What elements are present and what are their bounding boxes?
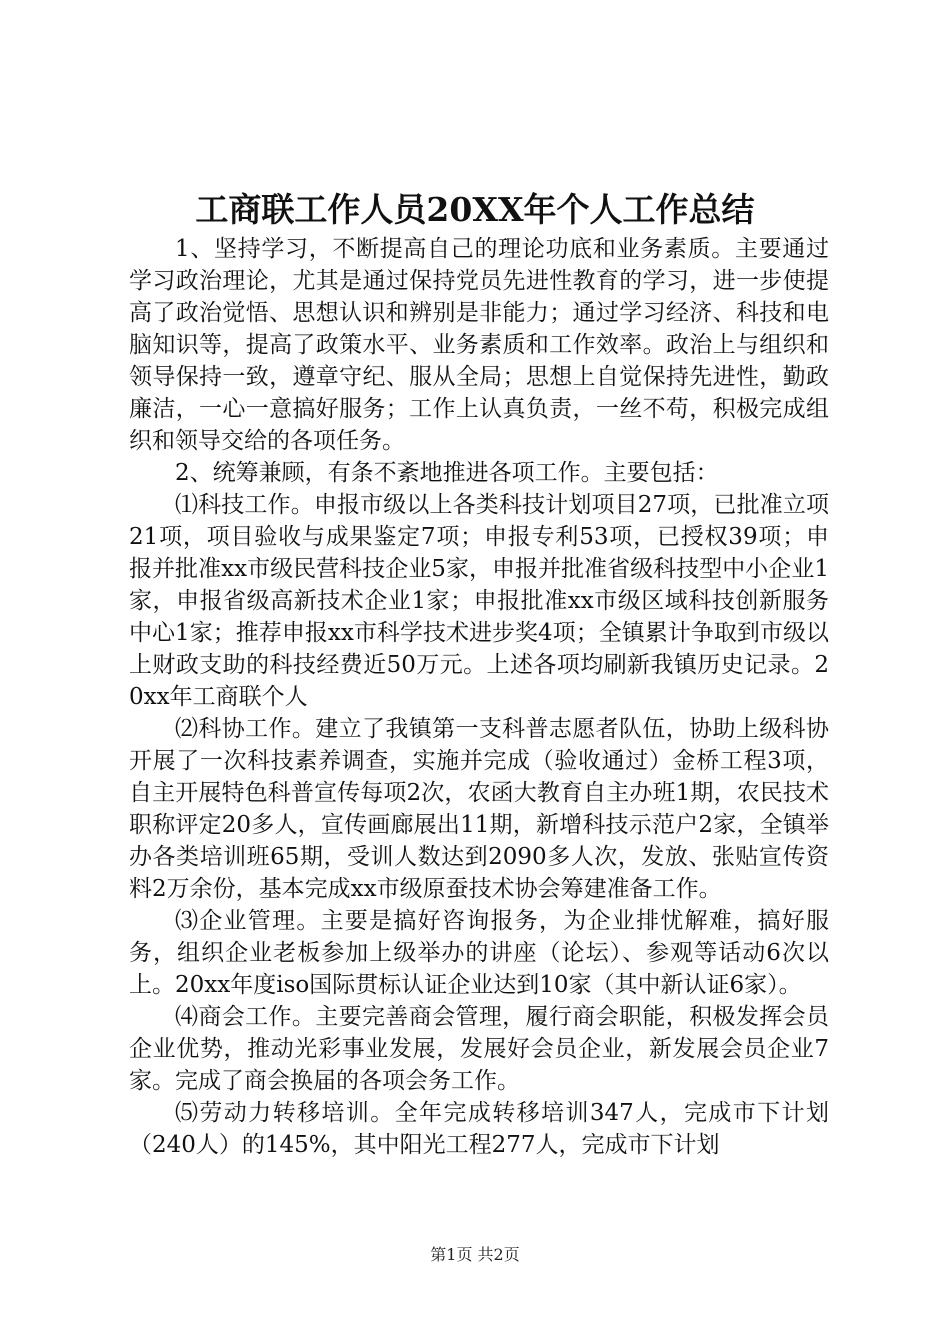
page-number-footer: 第1页 共2页 <box>430 1245 520 1264</box>
paragraph-1: 1、坚持学习，不断提高自己的理论功底和业务素质。主要通过学习政治理论，尤其是通过保持党员先进性教育的学习，进一步使提高了政治觉悟、思想认识和辨别是非能力；通过学习经济、科技和电脑知识等，提高了政策水平、业务素质和工作效率。政治上与组织和领导保持一致，遵章守纪、服从全局；思想上自觉保持先进性，勤政廉洁，一心一意搞好服务；工作上认真负责，一丝不苟，积极完成组织和领导交给的各项任务。 <box>129 236 829 454</box>
document-body <box>129 233 829 1161</box>
paragraph-3: ⑴科技工作。申报市级以上各类科技计划项目27项，已批准立项21项，项目验收与成果鉴定7项；申报专利53项，已授权39项；申报并批准xx市级民营科技企业5家，申报并批准省级科技型中小企业1家，申报省级高新技术企业1家；申报批准xx市级区域科技创新服务中心1家；推荐申报xx市科学技术进步奖4项；全镇累计争取到市级以上财政支助的科技经费近50万元。上述各项均刷新我镇历史记录。20xx年工商联个人 <box>129 492 829 710</box>
paragraph-5: ⑶企业管理。主要是搞好咨询报务，为企业排忧解难，搞好服务，组织企业老板参加上级举办的讲座（论坛）、参观等话动6次以上。20xx年度iso国际贯标认证企业达到10家（其中新认证6家）。 <box>129 908 829 998</box>
paragraph-4: ⑵科协工作。建立了我镇第一支科普志愿者队伍，协助上级科协开展了一次科技素养调查，实施并完成（验收通过）金桥工程3项，自主开展特色科普宣传每项2次，农函大教育自主办班1期，农民技术职称评定20多人，宣传画廊展出11期，新增科技示范户2家，全镇举办各类培训班65期，受训人数达到2090多人次，发放、张贴宣传资料2万余份，基本完成xx市级原蚕技术协会筹建准备工作。 <box>129 716 829 902</box>
paragraph-7: ⑸劳动力转移培训。全年完成转移培训347人，完成市下计划（240人）的145%，其中阳光工程277人，完成市下计划 <box>129 1100 829 1158</box>
document-title: 工商联工作人员20XX年个人工作总结 <box>195 190 755 229</box>
paragraph-2: 2、统筹兼顾，有条不紊地推进各项工作。主要包括： <box>175 460 719 486</box>
paragraph-6: ⑷商会工作。主要完善商会管理，履行商会职能，积极发挥会员企业优势，推动光彩事业发展，发展好会员企业，新发展会员企业7家。完成了商会换届的各项会务工作。 <box>129 1004 829 1094</box>
